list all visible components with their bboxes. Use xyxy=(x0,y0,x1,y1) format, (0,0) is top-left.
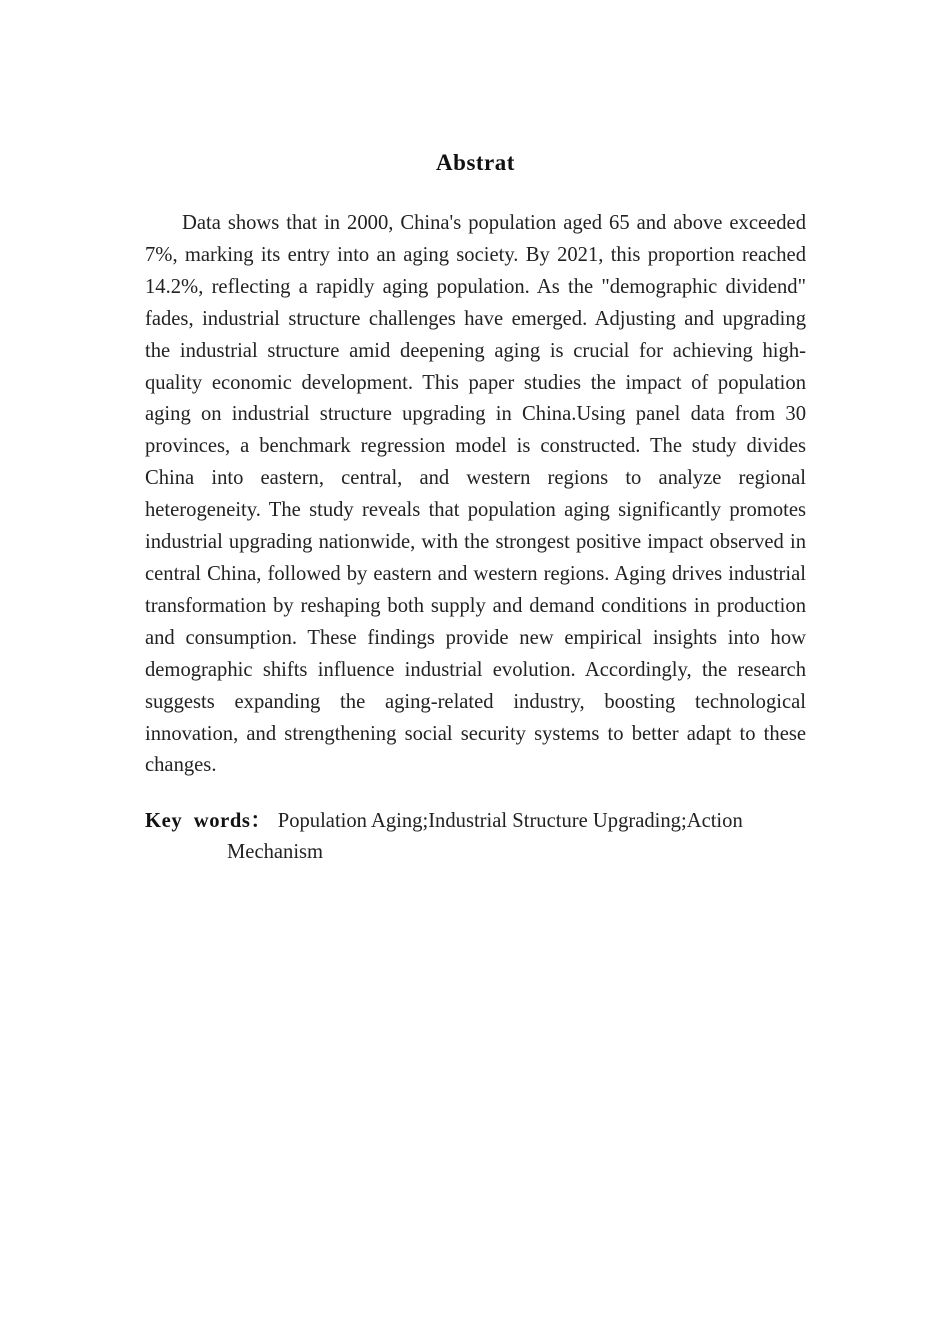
abstract-title: Abstrat xyxy=(436,150,515,175)
paper-page xyxy=(145,146,806,868)
abstract-body: Data shows that in 2000, China's population aged 65 and above exceeded 7%, marking its entry into an aging society. By 2021, this proportion reached 14.2%, reflecting a rapidly aging population. As the "demographic dividend" fades, industrial structure challenges have emerged. Adjusting and upgrading the industrial structure amid deepening aging is crucial for achieving high-quality economic development. This paper studies the impact of population aging on industrial structure upgrading in China.Using panel data from 30 provinces, a benchmark regression model is constructed. The study divides China into eastern, central, and western regions to analyze regional heterogeneity. The study reveals that population aging significantly promotes industrial upgrading nationwide, with the strongest positive impact observed in central China, followed by eastern and western regions. Aging drives industrial transformation by reshaping both supply and demand conditions in production and consumption. These findings provide new empirical insights into how demographic shifts influence industrial evolution. Accordingly, the research suggests expanding the aging-related industry, boosting technological innovation, and strengthening social security systems to better adapt to these changes. xyxy=(145,212,806,777)
keywords-list: Population Aging;Industrial Structure Upgrading;Action Mechanism xyxy=(227,810,743,864)
keywords-label-text: Key words xyxy=(145,810,251,833)
keywords-label xyxy=(145,810,278,832)
keywords-separator: ： xyxy=(250,810,272,833)
keywords-section xyxy=(145,806,806,868)
